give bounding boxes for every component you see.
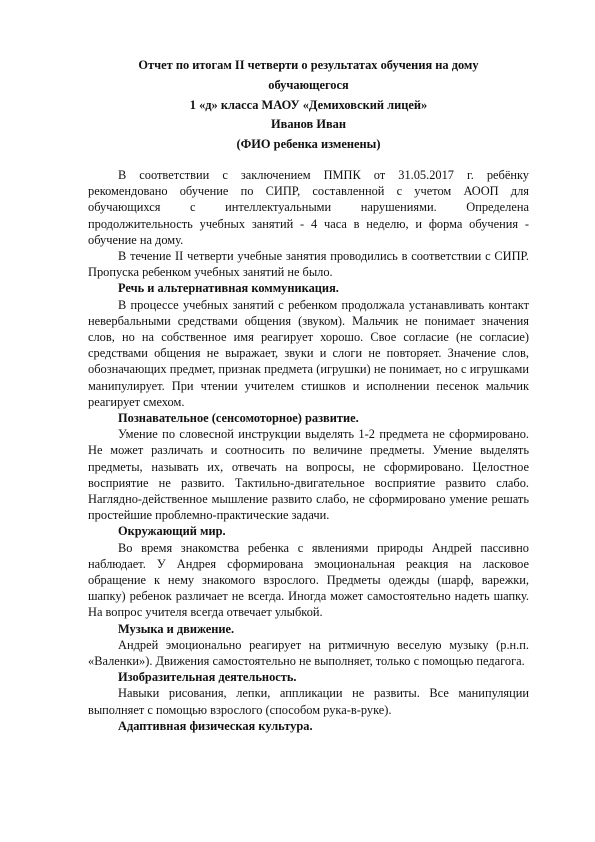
- title-line-2: обучающегося: [268, 77, 349, 92]
- music-heading: Музыка и движение.: [118, 621, 235, 636]
- speech-paragraph: В процессе учебных занятий с ребенком продолжала устанавливать контакт невербальными средствами общения (звуком). Мальчик не понимает значения слов, но на собственное имя реагирует хорошо. Свое согласие (не согласие) средствами общения не выражает, звуки и слоги не повторяет. Значение слов, обозначающих предмет, признак предмета (игрушки) не понимает, но с игрушками манипулирует. При чтении учителем стишков и исполнении песенок мальчик реагирует смехом.: [88, 297, 529, 409]
- cognitive-paragraph: Умение по словесной инструкции выделять 1-2 предмета не сформировано. Не может различать и соотносить по величине предметы. Умение выделять предметы, называть их, отвечать на вопросы, не сформировано. Целостное восприятие не развито. Тактильно-двигательное восприятие развито слабо. Наглядно-действенное мышление развито слабо, не сформировано умение решать простейшие проблемно-практические задачи.: [88, 427, 529, 523]
- art-paragraph: Навыки рисования, лепки, аппликации не развиты. Все манипуляции выполняет с помощью взрослого (способом рука-в-руке).: [88, 686, 529, 717]
- report-title: [88, 56, 529, 155]
- pe-heading: Адаптивная физическая культура.: [118, 718, 313, 733]
- speech-heading: Речь и альтернативная коммуникация.: [118, 281, 339, 296]
- report-body: [88, 167, 529, 734]
- title-line-1: Отчет по итогам II четверти о результатах обучения на дому: [138, 58, 479, 72]
- cognitive-heading: Познавательное (сенсомоторное) развитие.: [118, 411, 359, 426]
- title-line-3: 1 «д» класса МАОУ «Демиховский лицей»: [189, 97, 428, 112]
- intro-paragraph-1: В соответствии с заключением ПМПК от 31.05.2017 г. ребёнку рекомендовано обучение по СИПР, составленной с учетом АООП для обучающихся с интеллектуальными нарушениями. Определена продолжительность учебных занятий - 4 часа в неделю, и форма обучения - обучение на дому.: [88, 167, 529, 247]
- title-line-4: Иванов Иван: [270, 117, 346, 132]
- music-paragraph: Андрей эмоционально реагирует на ритмичную веселую музыку (р.н.п. «Валенки»). Движения самостоятельно не выполняет, только с помощью педагога.: [88, 637, 529, 669]
- title-line-5: (ФИО ребенка изменены): [236, 137, 381, 152]
- art-heading: Изобразительная деятельность.: [118, 670, 297, 685]
- intro-paragraph-2: В течение II четверти учебные занятия проводились в соответствии с СИПР. Пропуска ребенком учебных занятий не было.: [88, 249, 529, 280]
- world-paragraph: Во время знакомства ребенка с явлениями природы Андрей пассивно наблюдает. У Андрея сформирована эмоциональная реакция на ласковое обращение к нему знакомого взрослого. Предметы одежды (шарф, варежки, шапку) ребенок различает не всегда. Иногда может самостоятельно надеть шапку. На вопрос учителя всегда отвечает улыбкой.: [88, 540, 529, 620]
- world-heading: Окружающий мир.: [118, 524, 226, 539]
